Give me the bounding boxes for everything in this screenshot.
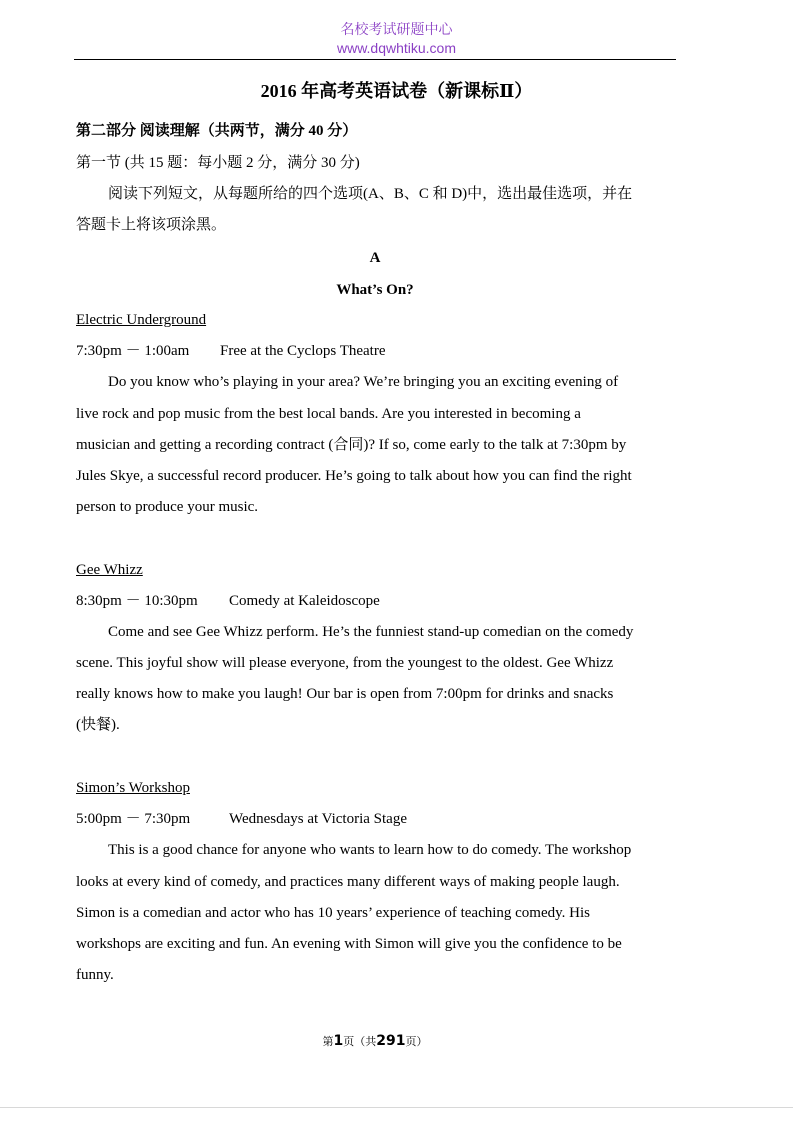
event-text-line: funny. (76, 967, 114, 983)
event-place: Wednesdays at Victoria Stage (229, 811, 407, 827)
event-time: 7:30pm － 1:00am (76, 343, 190, 359)
event-text-line: person to produce your music. (76, 499, 259, 515)
site-url[interactable]: www.dqwhtiku.com (336, 40, 457, 56)
event-text-line: scene. This joyful show will please everyone, from the youngest to the oldest. Gee Whizz (76, 655, 614, 671)
event-place: Comedy at Kaleidoscope (229, 593, 380, 609)
event-schedule (76, 592, 380, 610)
event-name: Simon’s Workshop (76, 780, 190, 796)
event-schedule (76, 810, 407, 828)
event-place: Free at the Cyclops Theatre (220, 343, 386, 359)
section-heading: 第一节 (共 15 题：每小题 2 分，满分 30 分) (76, 155, 360, 171)
site-name: 名校考试研题中心 (340, 22, 453, 38)
event-text-line: Come and see Gee Whizz perform. He’s the funniest stand-up comedian on the comedy (108, 624, 634, 640)
event-text-line: musician and getting a recording contract (合同)? If so, come early to the talk at 7:30pm by (76, 437, 627, 453)
event-text-line: looks at every kind of comedy, and practices many different ways of making people laugh. (76, 874, 620, 890)
passage-title: What’s On? (336, 282, 414, 298)
header-divider (74, 59, 676, 60)
event-text-line: live rock and pop music from the best local bands. Are you interested in becoming a (76, 406, 581, 422)
footer-middle: 页（共 (343, 1035, 377, 1048)
event-name: Electric Underground (76, 312, 207, 328)
event-text-line: Do you know who’s playing in your area? We’re bringing you an exciting evening of (108, 374, 619, 390)
page-bottom-edge (0, 1107, 793, 1108)
event-text-line: Jules Skye, a successful record producer. He’s going to talk about how you can find the right (76, 468, 632, 484)
event-text-line: workshops are exciting and fun. An evening with Simon will give you the confidence to be (76, 936, 622, 952)
page-title: 2016 年高考英语试卷（新课标Ⅱ） (260, 81, 533, 101)
page-number-footer (0, 1032, 750, 1051)
part-heading: 第二部分 阅读理解（共两节，满分 40 分） (76, 123, 358, 139)
event-text-line: This is a good chance for anyone who wants to learn how to do comedy. The workshop (108, 842, 632, 858)
footer-suffix: 页） (405, 1035, 428, 1048)
current-page-number: 1 (333, 1033, 344, 1049)
instruction-line: 阅读下列短文，从每题所给的四个选项(A、B、C 和 D)中，选出最佳选项，并在 (108, 186, 633, 202)
event-schedule (76, 342, 386, 360)
event-name: Gee Whizz (76, 562, 143, 578)
passage-label: A (369, 250, 381, 266)
event-text-line: (快餐). (76, 717, 120, 733)
total-page-count: 291 (376, 1033, 406, 1049)
footer-prefix: 第 (322, 1035, 334, 1048)
instruction-line: 答题卡上将该项涂黑。 (76, 217, 227, 233)
event-text-line: Simon is a comedian and actor who has 10 years’ experience of teaching comedy. His (76, 905, 590, 921)
event-time: 5:00pm － 7:30pm (76, 811, 191, 827)
event-time: 8:30pm － 10:30pm (76, 593, 198, 609)
event-text-line: really knows how to make you laugh! Our bar is open from 7:00pm for drinks and snacks (76, 686, 614, 702)
